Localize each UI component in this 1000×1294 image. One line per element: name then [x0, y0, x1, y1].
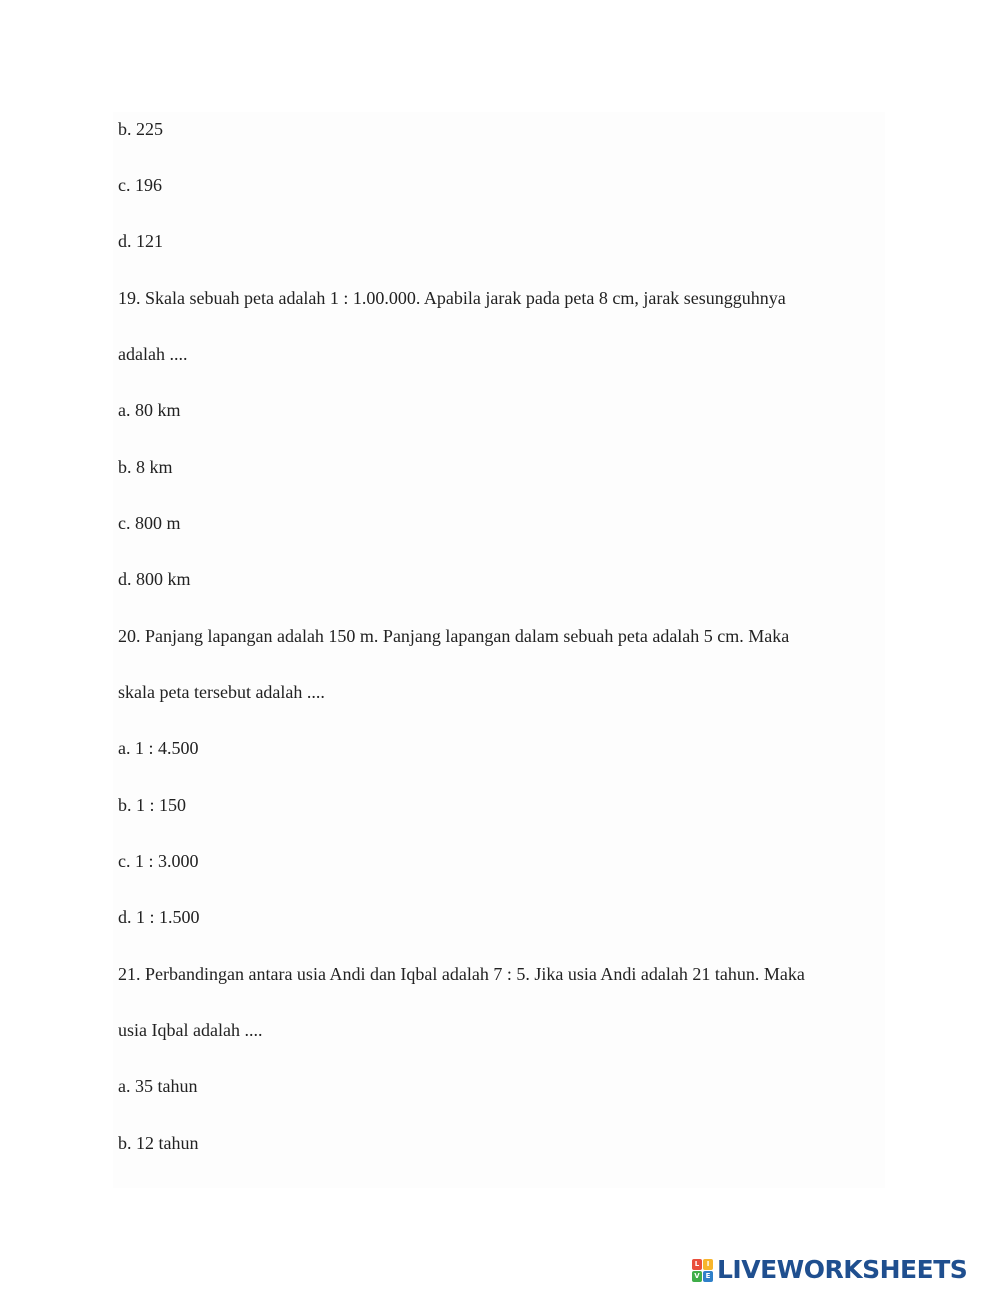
logo-mark-cell: I: [703, 1259, 713, 1270]
option-a-q19: a. 80 km: [118, 400, 181, 420]
option-b-q21: b. 12 tahun: [118, 1133, 199, 1153]
question-20-line-1: 20. Panjang lapangan adalah 150 m. Panjang lapangan dalam sebuah peta adalah 5 cm. Maka: [118, 626, 790, 646]
option-d-q20: d. 1 : 1.500: [118, 907, 200, 927]
logo-mark-cell: V: [692, 1271, 702, 1282]
question-21-line-1: 21. Perbandingan antara usia Andi dan Iqbal adalah 7 : 5. Jika usia Andi adalah 21 tahun. Maka: [118, 964, 805, 984]
option-b-q19: b. 8 km: [118, 457, 173, 477]
option-c-q20: c. 1 : 3.000: [118, 851, 199, 871]
logo-mark-cell: L: [692, 1259, 702, 1270]
option-d-q19: d. 800 km: [118, 569, 191, 589]
question-21-line-2: usia Iqbal adalah ....: [118, 1020, 263, 1040]
question-20-line-2: skala peta tersebut adalah ....: [118, 682, 325, 702]
option-b-q18: b. 225: [118, 119, 163, 139]
question-19-line-1: 19. Skala sebuah peta adalah 1 : 1.00.000. Apabila jarak pada peta 8 cm, jarak sesungguhnya: [118, 288, 786, 308]
option-d-q18: d. 121: [118, 231, 163, 251]
question-19-line-2: adalah ....: [118, 344, 188, 364]
liveworksheets-logo: [692, 1256, 967, 1284]
option-c-q19: c. 800 m: [118, 513, 181, 533]
liveworksheets-mark-icon: [692, 1259, 713, 1282]
option-a-q20: a. 1 : 4.500: [118, 738, 199, 758]
logo-text: LIVEWORKSHEETS: [717, 1255, 968, 1284]
option-b-q20: b. 1 : 150: [118, 795, 187, 815]
logo-mark-cell: E: [703, 1271, 713, 1282]
option-a-q21: a. 35 tahun: [118, 1076, 198, 1096]
option-c-q18: c. 196: [118, 175, 162, 195]
